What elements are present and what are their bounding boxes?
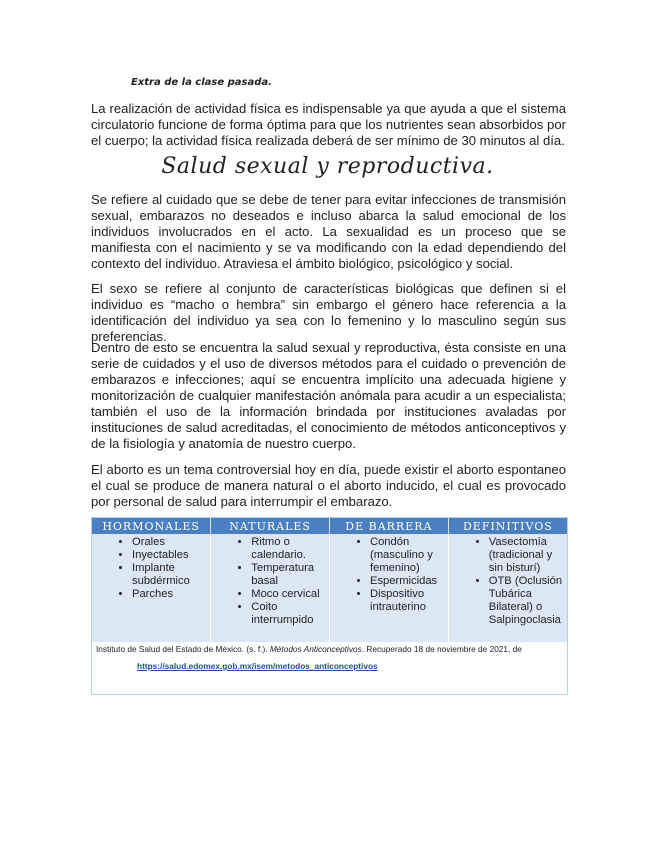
header-hormonales: HORMONALES — [92, 518, 211, 534]
citation-retrieved: . Recuperado 18 de noviembre de 2021, de — [361, 644, 522, 654]
list-item: • Vasectomía (tradicional y sin bisturí) — [489, 536, 565, 575]
header-definitivos: DEFINITIVOS — [448, 518, 567, 534]
list-item: • OTB (Oclusión Tubárica Bilateral) o Salpingoclasia — [489, 575, 565, 627]
citation-author: Instituto de Salud del Estado de México. (s. f.). — [96, 644, 270, 654]
list-item: • Coito interrumpido — [251, 601, 327, 627]
list-item: • Temperatura basal — [251, 562, 327, 588]
contraceptive-methods-table — [91, 517, 568, 695]
list-item: • Dispositivo intrauterino — [370, 588, 446, 614]
citation-text — [96, 644, 563, 655]
extra-note: Extra de la clase pasada. — [131, 77, 272, 88]
table-header-row — [92, 518, 567, 534]
column-naturales — [211, 534, 330, 642]
list-item: • Parches — [132, 588, 208, 601]
column-definitivos — [448, 534, 567, 642]
section-title: Salud sexual y reproductiva. — [161, 154, 494, 179]
paragraph-reproductive-health: Dentro de esto se encuentra la salud sexual y reproductiva, ésta consiste en una serie de cuidados y el uso de diversos métodos para el cuidado o prevención de embarazos e infecciones; aquí se encuentra implícito una adecuada higiene y monitorización de cualquier manifestación anómala para acudir a un especialista; también el uso de la información brindada por instituciones avaladas por instituciones de salud acreditadas, el conocimiento de métodos anticonceptivos y de la fisiología y anatomía de nuestro cuerpo. — [91, 340, 566, 451]
list-item: • Espermicidas — [370, 575, 446, 588]
list-item: • Inyectables — [132, 549, 208, 562]
column-hormonales — [92, 534, 211, 642]
source-citation — [92, 642, 567, 694]
header-naturales: NATURALES — [211, 518, 330, 534]
citation-link[interactable]: https://salud.edomex.gob.mx/isem/metodos_anticonceptivos — [137, 661, 378, 671]
source-row — [92, 642, 567, 694]
column-de-barrera — [330, 534, 449, 642]
list-item: • Ritmo o calendario. — [251, 536, 327, 562]
paragraph-sex-gender: El sexo se refiere al conjunto de características biológicas que definen si el individuo es “macho o hembra” sin embargo el género hace referencia a la identificación del individuo ya sea con lo femenino y lo masculino según sus preferencias. — [91, 281, 566, 344]
paragraph-abortion: El aborto es un tema controversial hoy en día, puede existir el aborto espontaneo el cual se produce de manera natural o el aborto inducido, el cual es provocado por personal de salud para interrumpir el embarazo. — [91, 462, 566, 509]
paragraph-physical-activity: La realización de actividad física es indispensable ya que ayuda a que el sistema circulatorio funcione de forma óptima para que los nutrientes sean absorbidos por el cuerpo; la actividad física realizada deberá de ser mínimo de 30 minutos al día. — [91, 101, 566, 148]
list-item: • Implante subdérmico — [132, 562, 208, 588]
header-de-barrera: DE BARRERA — [330, 518, 449, 534]
citation-title: Métodos Anticonceptivos — [269, 644, 362, 654]
paragraph-definition: Se refiere al cuidado que se debe de tener para evitar infecciones de transmisión sexual, embarazos no deseados e incluso abarca la salud emocional de los individuos involucrados en el acto. La sexualidad es un proceso que se manifiesta con el nacimiento y se va modificando con la edad dependiendo del contexto del individuo. Atraviesa el ámbito biológico, psicológico y social. — [91, 192, 566, 271]
list-item: • Moco cervical — [251, 588, 327, 601]
list-item: • Condón (masculino y femenino) — [370, 536, 446, 575]
list-item: • Orales — [132, 536, 208, 549]
table-row — [92, 534, 567, 642]
